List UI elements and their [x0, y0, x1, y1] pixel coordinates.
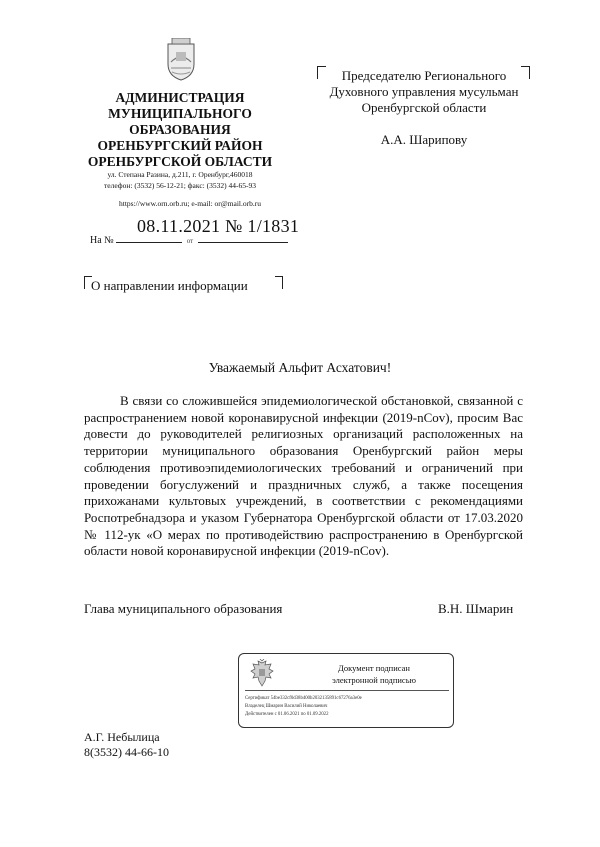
executor-block: [84, 730, 169, 759]
sender-web: https://www.orn.orb.ru; e-mail: or@mail.orb.ru: [118, 199, 262, 208]
recipient-line: Председателю Регионального: [341, 68, 507, 83]
recipient-corner-left: [317, 66, 326, 79]
stamp-heading: [299, 662, 449, 686]
org-line: ОБРАЗОВАНИЯ: [129, 122, 231, 137]
e-signature-stamp: [238, 653, 454, 728]
eagle-emblem-icon: [249, 659, 275, 689]
subject-corner-right: [275, 276, 283, 289]
sender-contacts: [70, 169, 290, 191]
stamp-divider: [245, 690, 449, 691]
registration-number: 08.11.2021 № 1/1831: [137, 216, 300, 236]
recipient-name: А.А. Шарипову: [380, 132, 468, 147]
greeting: Уважаемый Альфит Асхатович!: [208, 360, 392, 375]
org-line: АДМИНИСТРАЦИЯ: [115, 90, 245, 105]
sender-address: ул. Степана Разина, д.211, г. Оренбург,460018: [107, 170, 253, 179]
org-line: ОРЕНБУРГСКОЙ ОБЛАСТИ: [87, 154, 273, 169]
stamp-line-1: Документ подписан: [338, 663, 410, 673]
signatory-name: В.Н. Шмарин: [438, 601, 514, 616]
ot-blank: [198, 233, 288, 243]
stamp-owner: Владелец Шмарин Василий Николаевич: [245, 704, 328, 709]
sender-phone: телефон: (3532) 56-12-21; факс: (3532) 44-65-93: [104, 181, 256, 190]
ot-label: от: [186, 237, 194, 245]
subject-line: О направлении информации: [91, 278, 248, 293]
executor-phone: 8(3532) 44-66-10: [84, 744, 169, 759]
reference-line: [90, 233, 290, 246]
stamp-line-2: электронной подписью: [332, 675, 416, 685]
org-line: ОРЕНБУРГСКИЙ РАЙОН: [97, 138, 263, 153]
recipient-line: Оренбургской области: [361, 100, 487, 115]
recipient-corner-right: [521, 66, 530, 79]
executor-name: А.Г. Небылица: [84, 730, 160, 744]
stamp-certificate: Сертификат 54be332cf0d38b400b2032135891c67276a3e0e: [245, 696, 362, 701]
signatory-title: Глава муниципального образования: [84, 601, 283, 616]
stamp-validity: Действителен с 01.06.2021 по 01.09.2022: [245, 712, 329, 717]
na-blank: [116, 233, 182, 243]
org-line: МУНИЦИПАЛЬНОГО: [108, 106, 252, 121]
recipient-line: Духовного управления мусульман: [329, 84, 519, 99]
coat-of-arms-icon: [162, 38, 200, 82]
sender-organization: [70, 90, 290, 170]
recipient-block: [326, 68, 522, 116]
na-label: На №: [90, 235, 114, 246]
body-paragraph: В связи со сложившейся эпидемиологической обстановкой, связанной с распространением новой коронавирусной инфекции (2019-nCov), просим Вас довести до руководителей религиозных организаций расположенных на территории муниципального образования Оренбургский район меры соблюдения противоэпидемиологических требований и ограничений при проведении богуслужений и праздничных служб, а также посещения прихожанами культовых учреждений, в соответствии с рекомендациями Роспотребнадзора и указом Губернатора Оренбургской области от 17.03.2020 № 112-ук «О мерах по противодействию распространению в Оренбургской области новой коронавирусной инфекции (2019-nCov).: [84, 393, 523, 559]
